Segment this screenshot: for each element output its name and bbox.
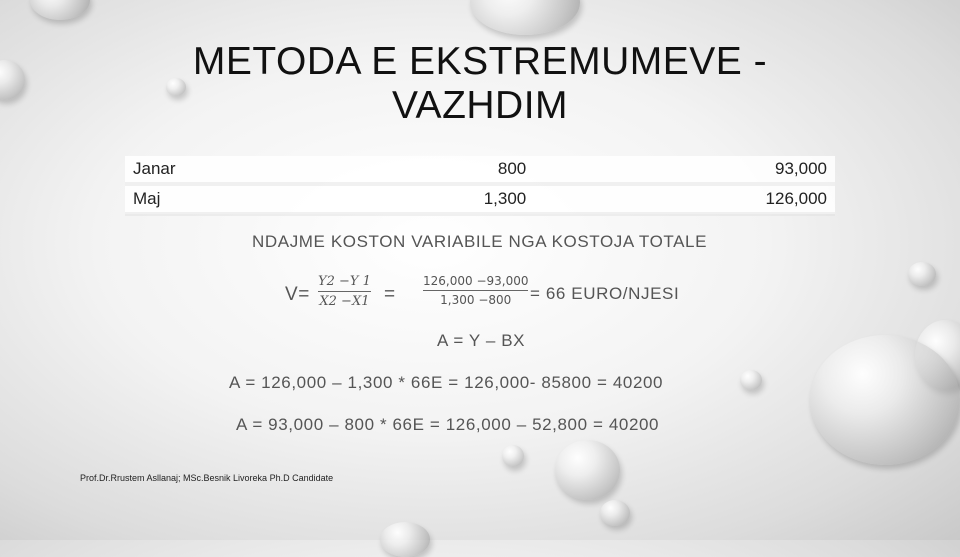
water-drop-decoration bbox=[470, 0, 580, 35]
water-drop-decoration bbox=[555, 440, 620, 500]
table-cell-cost: 93,000 bbox=[534, 156, 835, 184]
v-result: = 66 EURO/NJESI bbox=[530, 284, 680, 303]
water-drop-decoration bbox=[810, 335, 960, 465]
table-row bbox=[125, 156, 835, 184]
v-denominator: X2 −X1 bbox=[319, 294, 370, 309]
v-fraction-symbolic bbox=[318, 274, 371, 309]
water-drop-decoration bbox=[908, 262, 936, 286]
table-cell-units: 800 bbox=[392, 156, 534, 184]
v-denominator-values: 1,300 −800 bbox=[440, 293, 512, 307]
fraction-line bbox=[318, 291, 371, 292]
table-cell-month: Janar bbox=[125, 156, 392, 184]
fraction-line bbox=[423, 290, 528, 291]
water-drop-decoration bbox=[30, 0, 90, 20]
table-cell-month: Maj bbox=[125, 184, 392, 214]
title-line-2: VAZHDIM bbox=[391, 84, 569, 127]
data-table bbox=[125, 156, 835, 216]
section-heading: NDAJME KOSTON VARIABILE NGA KOSTOJA TOTALE bbox=[252, 232, 708, 251]
water-drop-decoration bbox=[0, 60, 25, 100]
formula-a: A = Y – BX bbox=[437, 331, 526, 350]
water-drop-decoration bbox=[502, 445, 524, 467]
calculation-2: A = 93,000 – 800 * 66E = 126,000 – 52,800 = 40200 bbox=[236, 415, 660, 434]
v-numerator-values: 126,000 −93,000 bbox=[423, 274, 529, 288]
title-line-1: METODA E EKSTREMUMEVE - bbox=[192, 40, 768, 83]
table-row bbox=[125, 184, 835, 214]
table-cell-units: 1,300 bbox=[392, 184, 534, 214]
calculation-1: A = 126,000 – 1,300 * 66E = 126,000- 85800 = 40200 bbox=[229, 373, 664, 392]
water-drop-decoration bbox=[600, 500, 630, 526]
page-title bbox=[140, 40, 820, 128]
v-numerator: Y2 −Y 1 bbox=[318, 274, 371, 289]
water-drop-decoration bbox=[740, 370, 762, 390]
equals-sign: = bbox=[384, 284, 396, 305]
v-fraction-numeric bbox=[423, 274, 528, 307]
v-prefix: V= bbox=[285, 284, 310, 305]
footer-credits: Prof.Dr.Rrustem Asllanaj; MSc.Besnik Livoreka Ph.D Candidate bbox=[80, 473, 334, 483]
table-cell-cost: 126,000 bbox=[534, 184, 835, 214]
